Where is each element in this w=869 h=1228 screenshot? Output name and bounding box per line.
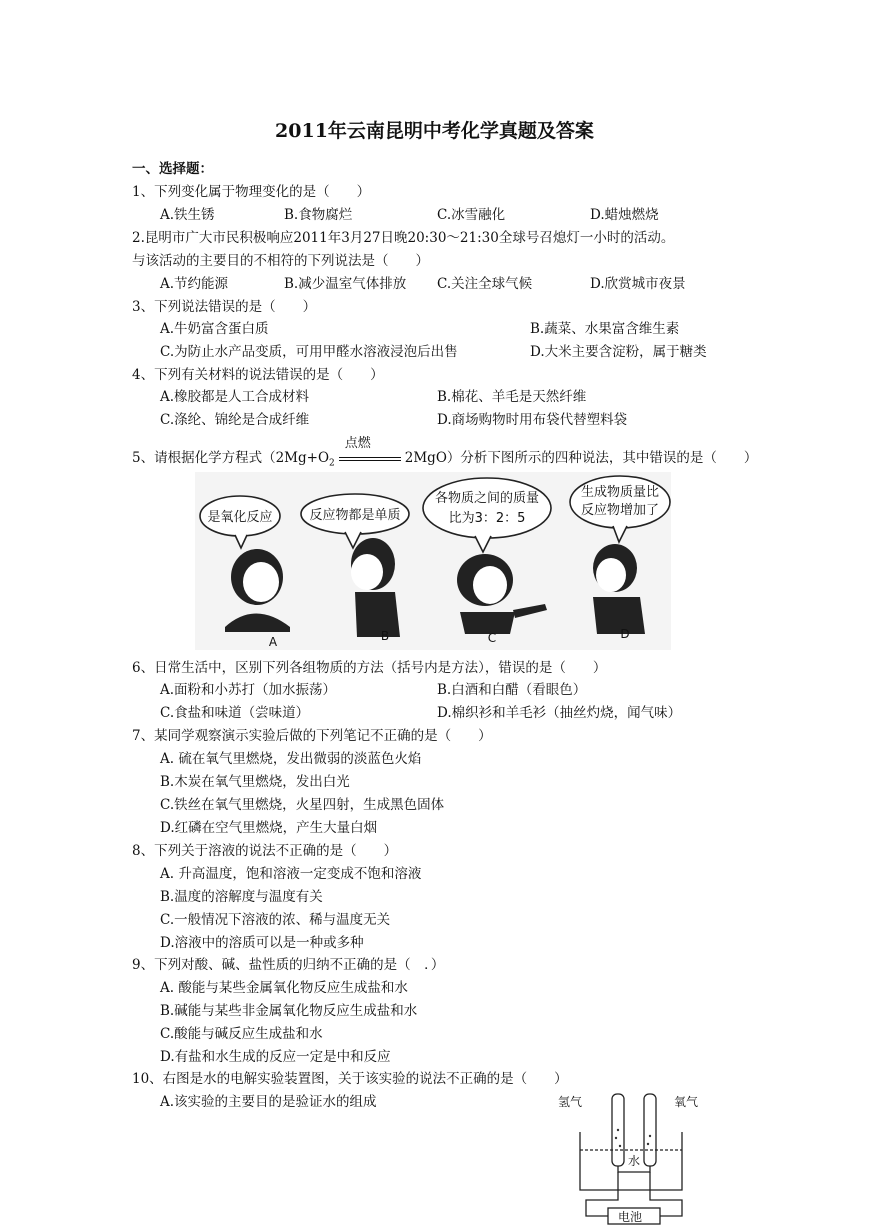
question-2-option-c: C.关注全球气候 bbox=[437, 276, 533, 292]
question-6-stem: 6、日常生活中，区别下列各组物质的方法（括号内是方法），错误的是（ ） bbox=[132, 660, 607, 676]
question-8-stem: 8、下列关于溶液的说法不正确的是（ ） bbox=[132, 843, 398, 859]
question-6-option-a: A.面粉和小苏打（加水振荡） bbox=[160, 682, 337, 698]
bubble-c-text-line1: 各物质之间的质量 bbox=[434, 491, 540, 506]
section-heading: 一、选择题： bbox=[132, 161, 213, 177]
question-6-option-c: C.食盐和味道（尝味道） bbox=[160, 705, 310, 721]
question-1-stem: 1、下列变化属于物理变化的是（ ） bbox=[132, 184, 371, 200]
battery-label: 电池 bbox=[618, 1210, 643, 1224]
figure-label-c: C bbox=[487, 631, 497, 645]
question-2-option-d: D.欣赏城市夜景 bbox=[590, 276, 686, 292]
question-7-option-a: A. 硫在氧气里燃烧，发出微弱的淡蓝色火焰 bbox=[160, 751, 422, 767]
question-7-option-c: C.铁丝在氧气里燃烧，火星四射，生成黑色固体 bbox=[160, 797, 445, 813]
figure-label-d: D bbox=[620, 627, 630, 641]
question-4-stem: 4、下列有关材料的说法错误的是（ ） bbox=[132, 367, 384, 383]
page-title: 2011年云南昆明中考化学真题及答案 bbox=[275, 120, 594, 142]
equation-right: 2MgO）分析下图所示的四种说法，其中错误的是（ ） bbox=[404, 450, 758, 466]
question-10-option-a: A.该实验的主要目的是验证水的组成 bbox=[160, 1094, 377, 1110]
question-6-option-d: D.棉织衫和羊毛衫（抽丝灼烧，闻气味） bbox=[437, 705, 682, 721]
question-8-option-b: B.温度的溶解度与温度有关 bbox=[160, 889, 323, 905]
question-4-option-b: B.棉花、羊毛是天然纤维 bbox=[437, 389, 587, 405]
question-1-option-a: A.铁生锈 bbox=[160, 207, 215, 223]
bubble-b-text: 反应物都是单质 bbox=[309, 508, 401, 523]
figure-label-b: B bbox=[380, 629, 390, 643]
question-4-option-d: D.商场购物时用布袋代替塑料袋 bbox=[437, 412, 628, 428]
question-1-option-d: D.蜡烛燃烧 bbox=[590, 207, 659, 223]
question-3-option-d: D.大米主要含淀粉，属于糖类 bbox=[530, 344, 707, 360]
question-2-option-a: A.节约能源 bbox=[160, 276, 229, 292]
cartoon-figure bbox=[195, 472, 671, 650]
bubble-c-text-line2: 比为3：2：5 bbox=[448, 511, 526, 526]
bubble-d-text-line1: 生成物质量比 bbox=[580, 485, 660, 500]
question-6-option-b: B.白酒和白醋（看眼色） bbox=[437, 682, 587, 698]
question-1-option-b: B.食物腐烂 bbox=[284, 207, 353, 223]
reaction-arrow bbox=[339, 435, 401, 464]
question-9-option-a: A. 酸能与某些金属氧化物反应生成盐和水 bbox=[160, 980, 408, 996]
question-9-option-c: C.酸能与碱反应生成盐和水 bbox=[160, 1026, 323, 1042]
question-9-stem: 9、下列对酸、碱、盐性质的归纳不正确的是（ ．） bbox=[132, 957, 445, 973]
question-2-option-b: B.减少温室气体排放 bbox=[284, 276, 407, 292]
bubble-a-text: 是氧化反应 bbox=[207, 510, 273, 525]
question-8-option-c: C.一般情况下溶液的浓、稀与温度无关 bbox=[160, 912, 391, 928]
bubble-d-text-line2: 反应物增加了 bbox=[580, 503, 660, 518]
question-9-option-d: D.有盐和水生成的反应一定是中和反应 bbox=[160, 1049, 391, 1065]
electrolysis-diagram bbox=[556, 1090, 706, 1228]
question-3-stem: 3、下列说法错误的是（ ） bbox=[132, 299, 317, 315]
water-label: 水 bbox=[628, 1154, 641, 1168]
question-8-option-a: A. 升高温度，饱和溶液一定变成不饱和溶液 bbox=[160, 866, 422, 882]
question-3-option-a: A.牛奶富含蛋白质 bbox=[160, 321, 269, 337]
question-10-stem: 10、右图是水的电解实验装置图，关于该实验的说法不正确的是（ ） bbox=[132, 1071, 568, 1087]
question-7-stem: 7、某同学观察演示实验后做的下列笔记不正确的是（ ） bbox=[132, 728, 492, 744]
question-4-option-a: A.橡胶都是人工合成材料 bbox=[160, 389, 310, 405]
question-8-option-d: D.溶液中的溶质可以是一种或多种 bbox=[160, 935, 364, 951]
hydrogen-label: 氢气 bbox=[558, 1095, 583, 1109]
question-1-option-c: C.冰雪融化 bbox=[437, 207, 506, 223]
question-7-option-d: D.红磷在空气里燃烧，产生大量白烟 bbox=[160, 820, 378, 836]
question-4-option-c: C.涤纶、锦纶是合成纤维 bbox=[160, 412, 310, 428]
reaction-condition: 点燃 bbox=[344, 435, 371, 451]
question-3-option-c: C.为防止水产品变质，可用甲醛水溶液浸泡后出售 bbox=[160, 344, 458, 360]
equation-left: 5、请根据化学方程式（2Mg+O bbox=[132, 450, 330, 466]
question-7-option-b: B.木炭在氧气里燃烧，发出白光 bbox=[160, 774, 350, 790]
question-2-stem: 2.昆明市广大市民积极响应2011年3月27日晚20:30～21:30全球号召熄灯一小时的活动。 bbox=[132, 230, 675, 246]
question-2-stem-line2: 与该活动的主要目的不相符的下列说法是（ ） bbox=[132, 253, 429, 269]
question-5-stem bbox=[132, 435, 758, 469]
question-3-option-b: B.蔬菜、水果富含维生素 bbox=[530, 321, 680, 337]
figure-label-a: A bbox=[268, 635, 278, 649]
equation-subscript: 2 bbox=[329, 458, 335, 469]
oxygen-label: 氧气 bbox=[674, 1095, 699, 1109]
question-9-option-b: B.碱能与某些非金属氧化物反应生成盐和水 bbox=[160, 1003, 418, 1019]
